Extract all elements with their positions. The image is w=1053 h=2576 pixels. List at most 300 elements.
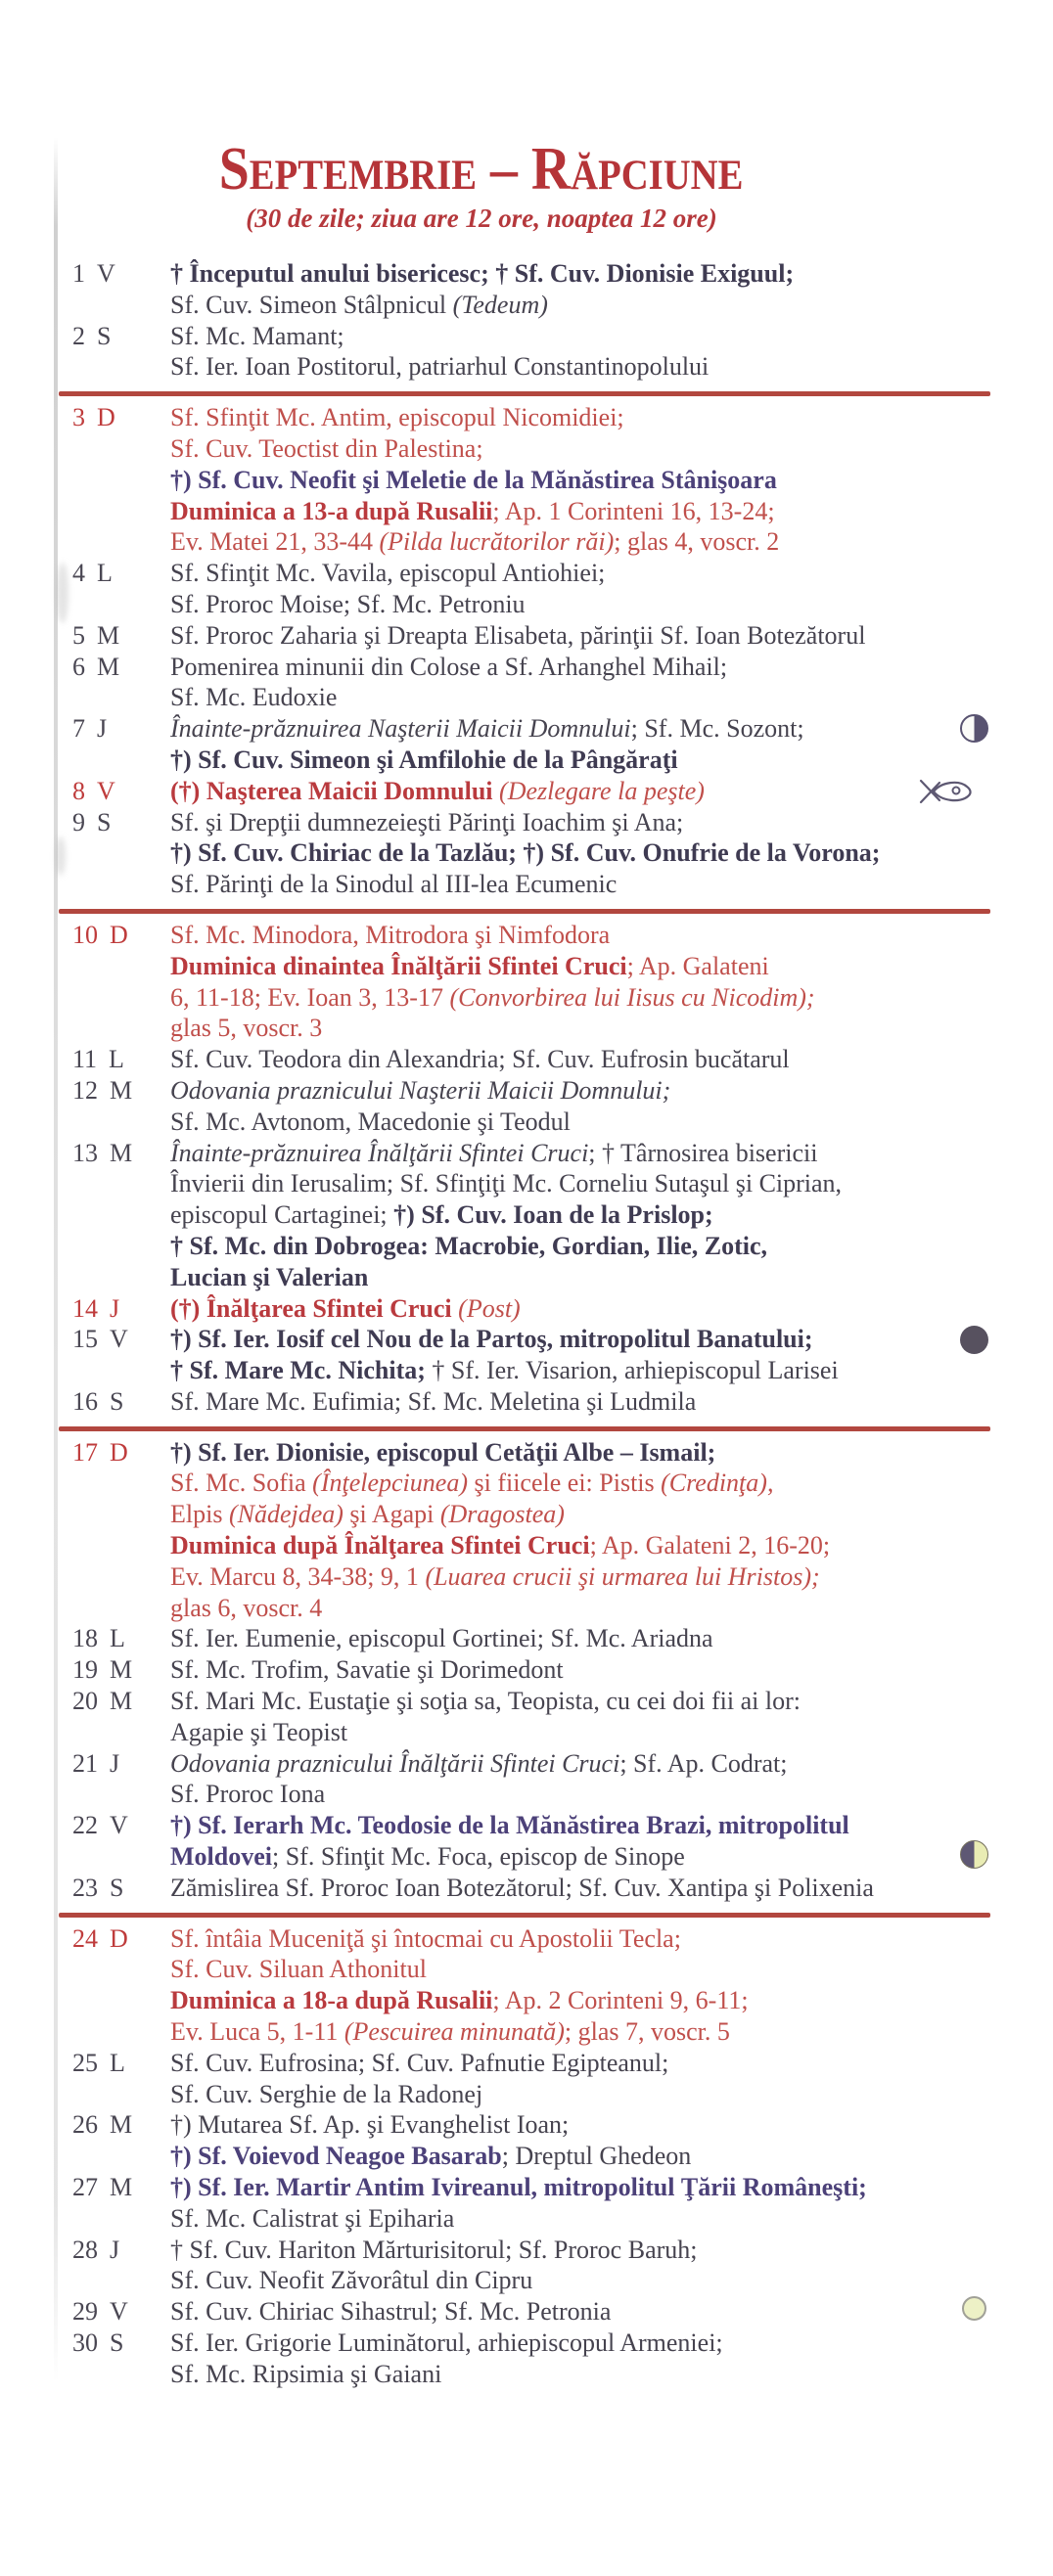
text-segment: Ev. Matei 21, 33-44 xyxy=(170,527,380,557)
day-row xyxy=(59,2172,990,2235)
day-row xyxy=(59,776,990,807)
day-label xyxy=(59,321,170,384)
day-label xyxy=(59,2296,170,2327)
text-segment: †) Sf. Cuv. Chiriac de la Tazlău; †) Sf. Cuv. Onufrie de la Vorona; xyxy=(170,838,881,868)
text-segment: Sf. Ier. Ioan Postitorul, patriarhul Constantinopolului xyxy=(170,352,710,382)
day-number: 11 xyxy=(72,1045,98,1074)
days-list xyxy=(59,258,990,2390)
text-segment: †) Sf. Cuv. Simeon şi Amfilohie de la Pângăraţi xyxy=(170,745,678,774)
day-lines xyxy=(170,1686,990,1748)
day-line xyxy=(170,1561,990,1593)
day-lines xyxy=(170,2296,990,2327)
day-line xyxy=(170,2172,990,2203)
text-segment: Ev. Marcu 8, 34-38; 9, 1 xyxy=(170,1561,426,1591)
day-of-week-letter: V xyxy=(110,2297,128,2327)
day-lines xyxy=(170,807,990,900)
day-of-week-letter: J xyxy=(110,1293,120,1323)
day-number: 23 xyxy=(72,1873,98,1902)
day-of-week-letter: J xyxy=(110,1748,120,1778)
page-header xyxy=(59,137,990,235)
day-number: 16 xyxy=(72,1386,98,1416)
day-number: 13 xyxy=(72,1138,98,1167)
day-number: 7 xyxy=(72,714,85,744)
text-segment: †) Sf. Cuv. Ioan de la Prislop; xyxy=(393,1200,713,1230)
text-segment: ; † Târnosirea bisericii xyxy=(588,1138,818,1167)
day-line xyxy=(170,951,990,982)
text-segment: (Convorbirea lui Iisus cu Nicodim); xyxy=(449,982,815,1012)
day-row xyxy=(59,1623,990,1654)
day-number: 1 xyxy=(72,259,85,288)
day-row xyxy=(59,1437,990,1624)
text-segment: şi fiicele ei: Pistis xyxy=(467,1469,662,1498)
day-line xyxy=(170,2359,990,2390)
day-lines xyxy=(170,2172,990,2235)
text-segment: † Sf. Cuv. Hariton Mărturisitorul; Sf. Proroc Baruh; xyxy=(170,2235,698,2264)
day-number: 28 xyxy=(72,2235,98,2264)
day-line xyxy=(170,1873,990,1904)
day-row xyxy=(59,1324,990,1386)
day-row xyxy=(59,2048,990,2110)
text-segment: Sf. Proroc Zaharia şi Dreapta Elisabeta, părinţii Sf. Ioan Botezătorul xyxy=(170,620,866,650)
day-label xyxy=(59,713,170,776)
text-segment: †) Sf. Ier. Martir Antim Ivireanul, mitropolitul Ţării Româneşti; xyxy=(170,2173,867,2202)
day-line xyxy=(170,713,990,745)
text-segment: Odovania praznicului Înălţării Sfintei Cruci xyxy=(170,1748,620,1778)
text-segment: şi Agapi xyxy=(343,1500,440,1529)
text-segment: (Credinţa), xyxy=(661,1469,774,1498)
day-lines xyxy=(170,776,990,807)
day-label xyxy=(59,920,170,1044)
day-number: 5 xyxy=(72,620,85,650)
day-line xyxy=(170,776,990,807)
text-segment: Sf. Cuv. Chiriac Sihastrul; Sf. Mc. Petronia xyxy=(170,2297,612,2327)
day-row xyxy=(59,258,990,321)
text-segment: (Dezlegare la peşte) xyxy=(499,776,705,805)
day-lines xyxy=(170,1324,990,1386)
day-line xyxy=(170,496,990,527)
text-segment: Sf. Cuv. Serghie de la Radonej xyxy=(170,2079,483,2108)
text-segment: (Pescuirea minunată) xyxy=(343,2017,565,2047)
day-of-week-letter: J xyxy=(97,714,108,744)
day-line xyxy=(170,1293,990,1325)
day-number: 22 xyxy=(72,1811,98,1840)
day-label xyxy=(59,1386,170,1418)
day-row xyxy=(59,1748,990,1811)
day-lines xyxy=(170,1386,990,1418)
day-line xyxy=(170,682,990,713)
day-line xyxy=(170,1437,990,1469)
text-segment: (Pilda lucrătorilor răi) xyxy=(379,527,615,557)
day-of-week-letter: M xyxy=(110,1075,133,1105)
day-lines xyxy=(170,2048,990,2110)
day-row xyxy=(59,321,990,384)
day-row xyxy=(59,402,990,558)
text-segment: Sf. Sfinţit Mc. Antim, episcopul Nicomidiei; xyxy=(170,403,624,432)
day-line xyxy=(170,1013,990,1044)
text-segment: Duminica dinaintea Înălţării Sfintei Cruci xyxy=(170,951,627,980)
day-line xyxy=(170,1262,990,1293)
text-segment: Sf. Mc. Sofia xyxy=(170,1469,313,1498)
day-of-week-letter: S xyxy=(110,1386,124,1416)
day-lines xyxy=(170,620,990,652)
day-label xyxy=(59,1873,170,1904)
day-label xyxy=(59,2109,170,2172)
text-segment: ; Ap. 2 Corinteni 9, 6-11; xyxy=(492,1986,749,2015)
text-segment: Ev. Luca 5, 1-11 xyxy=(170,2017,344,2047)
day-of-week-letter: D xyxy=(110,1923,128,1953)
text-segment: (Înţelepciunea) xyxy=(312,1469,468,1498)
week-separator-line xyxy=(59,1913,990,1918)
day-line xyxy=(170,982,990,1014)
day-lines xyxy=(170,1075,990,1138)
day-line xyxy=(170,1985,990,2016)
day-of-week-letter: M xyxy=(110,2110,133,2140)
moon-last-quarter-icon xyxy=(960,714,988,743)
day-row xyxy=(59,2327,990,2390)
day-label xyxy=(59,1075,170,1138)
day-label xyxy=(59,807,170,900)
text-segment: Sf. Mc. Avtonom, Macedonie şi Teodul xyxy=(170,1107,571,1136)
day-label xyxy=(59,402,170,558)
day-label xyxy=(59,2327,170,2390)
day-number: 24 xyxy=(72,1923,98,1953)
day-label xyxy=(59,2172,170,2235)
text-segment: Sf. Mc. Trofim, Savatie şi Dorimedont xyxy=(170,1655,564,1685)
text-segment: (†) Înălţarea Sfintei Cruci xyxy=(170,1293,459,1323)
day-line xyxy=(170,1623,990,1654)
day-of-week-letter: L xyxy=(110,2048,125,2077)
day-line xyxy=(170,2265,990,2296)
day-number: 14 xyxy=(72,1293,98,1323)
day-row xyxy=(59,1138,990,1293)
day-line xyxy=(170,1717,990,1748)
text-segment: Sf. Mc. Minodora, Mitrodora şi Nimfodora xyxy=(170,920,611,949)
day-line xyxy=(170,465,990,496)
day-number: 17 xyxy=(72,1437,98,1467)
day-row xyxy=(59,1075,990,1138)
day-number: 25 xyxy=(72,2048,98,2077)
day-of-week-letter: L xyxy=(110,1624,125,1653)
day-of-week-letter: S xyxy=(110,1873,124,1902)
day-of-week-letter: D xyxy=(110,1437,128,1467)
text-segment: † Sf. Mc. din Dobrogea: Macrobie, Gordian, Ilie, Zotic, xyxy=(170,1231,767,1260)
day-of-week-letter: S xyxy=(110,2328,124,2357)
day-row xyxy=(59,1810,990,1873)
day-of-week-letter: M xyxy=(97,652,120,681)
day-line xyxy=(170,2203,990,2235)
day-of-week-letter: V xyxy=(97,776,115,805)
day-lines xyxy=(170,1623,990,1654)
text-segment: †) Sf. Ierarh Mc. Teodosie de la Mănăstirea Brazi, mitropolitul xyxy=(170,1811,849,1840)
day-line xyxy=(170,589,990,620)
text-segment: Duminica a 18-a după Rusalii xyxy=(170,1986,493,2015)
text-segment: Sf. Mc. Mamant; xyxy=(170,321,344,350)
day-number: 12 xyxy=(72,1075,98,1105)
day-line xyxy=(170,1324,990,1355)
text-segment: Înainte-prăznuirea Naşterii Maicii Domnului xyxy=(170,714,631,744)
day-label xyxy=(59,1437,170,1624)
day-lines xyxy=(170,402,990,558)
text-segment: Sf. Cuv. Simeon Stâlpnicul xyxy=(170,290,453,319)
day-number: 27 xyxy=(72,2173,98,2202)
day-number: 9 xyxy=(72,807,85,836)
day-number: 2 xyxy=(72,321,85,350)
text-segment: ; glas 4, voscr. 2 xyxy=(614,527,780,557)
text-segment: Sf. Ier. Eumenie, episcopul Gortinei; Sf. Mc. Ariadna xyxy=(170,1624,713,1653)
day-line xyxy=(170,837,990,869)
day-label xyxy=(59,620,170,652)
text-segment: 6, 11-18; Ev. Ioan 3, 13-17 xyxy=(170,982,450,1012)
day-row xyxy=(59,652,990,714)
day-label xyxy=(59,1138,170,1293)
day-line xyxy=(170,1231,990,1262)
day-row xyxy=(59,558,990,620)
day-line xyxy=(170,1138,990,1169)
day-label xyxy=(59,776,170,807)
text-segment: Pomenirea minunii din Colose a Sf. Arhanghel Mihail; xyxy=(170,652,728,681)
day-lines xyxy=(170,2327,990,2390)
text-segment: Duminica a 13-a după Rusalii xyxy=(170,496,493,525)
day-number: 4 xyxy=(72,559,85,588)
text-segment: Agapie şi Teopist xyxy=(170,1717,348,1746)
text-segment: ; Sf. Sfinţit Mc. Foca, episcop de Sinope xyxy=(272,1842,685,1872)
day-line xyxy=(170,2235,990,2266)
day-line xyxy=(170,2048,990,2079)
day-line xyxy=(170,1468,990,1499)
day-label xyxy=(59,1324,170,1386)
text-segment: Sf. şi Drepţii dumnezeieşti Părinţi Ioachim şi Ana; xyxy=(170,807,684,836)
day-line xyxy=(170,745,990,776)
day-label xyxy=(59,652,170,714)
text-segment: Sf. Mari Mc. Eustaţie şi soţia sa, Teopista, cu cei doi fii ai lor: xyxy=(170,1687,801,1716)
day-label xyxy=(59,2048,170,2110)
page-title-text: Septembrie – Răpciune xyxy=(219,136,744,203)
day-lines xyxy=(170,1044,990,1075)
text-segment: (Tedeum) xyxy=(452,290,548,319)
day-line xyxy=(170,1075,990,1107)
text-segment: Sf. Mare Mc. Eufimia; Sf. Mc. Meletina şi Ludmila xyxy=(170,1386,697,1416)
day-lines xyxy=(170,558,990,620)
day-lines xyxy=(170,1437,990,1624)
day-of-week-letter: D xyxy=(110,920,128,949)
scan-edge-shadow xyxy=(54,137,58,2382)
fish-icon xyxy=(918,778,975,805)
day-line xyxy=(170,1686,990,1717)
day-lines xyxy=(170,1293,990,1325)
day-of-week-letter: S xyxy=(97,807,112,836)
day-lines xyxy=(170,713,990,776)
text-segment: (Nădejdea) xyxy=(228,1500,343,1529)
text-segment: (Dragostea) xyxy=(439,1500,565,1529)
moon-full-icon xyxy=(962,2296,986,2321)
day-lines xyxy=(170,1138,990,1293)
day-number: 3 xyxy=(72,403,85,432)
day-of-week-letter: M xyxy=(110,2173,133,2202)
day-line xyxy=(170,1779,990,1810)
day-line xyxy=(170,807,990,838)
day-line xyxy=(170,558,990,589)
text-segment: Înainte-prăznuirea Înălţării Sfintei Cruci xyxy=(170,1138,589,1167)
day-label xyxy=(59,1044,170,1075)
week-separator-line xyxy=(59,391,990,396)
text-segment: † Începutul anului bisericesc; † Sf. Cuv. Dionisie Exiguul; xyxy=(170,259,795,288)
day-of-week-letter: V xyxy=(110,1325,128,1354)
day-line xyxy=(170,652,990,683)
day-row xyxy=(59,1293,990,1325)
text-segment: Sf. Cuv. Neofit Zăvorâtul din Cipru xyxy=(170,2266,533,2295)
day-label xyxy=(59,1923,170,2048)
day-number: 10 xyxy=(72,920,98,949)
day-line xyxy=(170,258,990,290)
day-of-week-letter: V xyxy=(97,259,115,288)
day-line xyxy=(170,402,990,433)
day-row xyxy=(59,1686,990,1748)
day-lines xyxy=(170,920,990,1044)
text-segment: Sf. Proroc Moise; Sf. Mc. Petroniu xyxy=(170,589,526,618)
day-row xyxy=(59,1044,990,1075)
text-segment: ; Dreptul Ghedeon xyxy=(501,2142,692,2171)
text-segment: Sf. Părinţi de la Sinodul al III-lea Ecumenic xyxy=(170,870,618,899)
text-segment: Sf. Cuv. Teoctist din Palestina; xyxy=(170,433,483,463)
page-title xyxy=(59,137,904,202)
day-line xyxy=(170,1593,990,1624)
day-of-week-letter: M xyxy=(97,620,120,650)
day-row xyxy=(59,2235,990,2297)
text-segment: † Sf. Ier. Visarion, arhiepiscopul Larisei xyxy=(432,1356,839,1385)
day-number: 19 xyxy=(72,1655,98,1685)
day-number: 26 xyxy=(72,2110,98,2140)
day-lines xyxy=(170,2235,990,2297)
day-line xyxy=(170,2109,990,2141)
text-segment: Sf. Cuv. Siluan Athonitul xyxy=(170,1955,427,1984)
day-row xyxy=(59,1654,990,1686)
day-label xyxy=(59,1293,170,1325)
page-content xyxy=(59,137,990,2390)
day-line xyxy=(170,869,990,900)
day-line xyxy=(170,1355,990,1386)
text-segment: (†) Naşterea Maicii Domnului xyxy=(170,776,500,805)
text-segment: ; glas 7, voscr. 5 xyxy=(564,2017,730,2047)
day-label xyxy=(59,1654,170,1686)
day-number: 29 xyxy=(72,2297,98,2327)
text-segment: Duminica după Înălţarea Sfintei Cruci xyxy=(170,1531,590,1560)
day-line xyxy=(170,1810,990,1841)
day-of-week-letter: M xyxy=(110,1687,133,1716)
day-lines xyxy=(170,1748,990,1811)
day-line xyxy=(170,2079,990,2110)
text-segment: episcopul Cartaginei; xyxy=(170,1200,394,1230)
day-line xyxy=(170,1841,990,1873)
day-line xyxy=(170,1748,990,1780)
text-segment: †) Sf. Ier. Dionisie, episcopul Cetăţii Albe – Ismail; xyxy=(170,1437,716,1467)
text-segment: †) Sf. Cuv. Neofit şi Meletie de la Mănăstirea Stânişoara xyxy=(170,465,777,494)
day-of-week-letter: M xyxy=(110,1138,133,1167)
day-label xyxy=(59,2235,170,2297)
text-segment: ; Sf. Ap. Codrat; xyxy=(619,1748,788,1778)
day-line xyxy=(170,351,990,383)
day-lines xyxy=(170,1810,990,1873)
day-line xyxy=(170,1954,990,1985)
day-line xyxy=(170,1530,990,1561)
day-line xyxy=(170,1107,990,1138)
day-label xyxy=(59,1623,170,1654)
text-segment: Zămislirea Sf. Proroc Ioan Botezătorul; Sf. Cuv. Xantipa şi Polixenia xyxy=(170,1873,874,1902)
text-segment: Sf. Mc. Eudoxie xyxy=(170,683,338,712)
day-line xyxy=(170,620,990,652)
day-number: 21 xyxy=(72,1748,98,1778)
text-segment: Odovania praznicului Naşterii Maicii Domnului; xyxy=(170,1075,671,1105)
text-segment: †) Sf. Ier. Iosif cel Nou de la Partoş, mitropolitul Banatului; xyxy=(170,1325,813,1354)
text-segment: † Sf. Mare Mc. Nichita; xyxy=(170,1356,433,1385)
day-row xyxy=(59,1873,990,1904)
day-line xyxy=(170,1199,990,1231)
text-segment: Moldovei xyxy=(170,1842,272,1872)
day-lines xyxy=(170,1873,990,1904)
day-line xyxy=(170,526,990,558)
day-line xyxy=(170,1386,990,1418)
day-row xyxy=(59,2109,990,2172)
day-number: 6 xyxy=(72,652,85,681)
text-segment: Învierii din Ierusalim; Sf. Sfinţiţi Mc. Corneliu Sutaşul şi Ciprian, xyxy=(170,1169,843,1198)
day-row xyxy=(59,713,990,776)
day-of-week-letter: L xyxy=(97,559,113,588)
day-row xyxy=(59,1923,990,2048)
text-segment: Sf. Mc. Calistrat şi Epiharia xyxy=(170,2203,455,2233)
day-row xyxy=(59,807,990,900)
day-row xyxy=(59,1386,990,1418)
day-line xyxy=(170,2327,990,2359)
day-lines xyxy=(170,1923,990,2048)
day-number: 30 xyxy=(72,2328,98,2357)
text-segment: glas 6, voscr. 4 xyxy=(170,1593,323,1622)
day-of-week-letter: D xyxy=(97,403,115,432)
day-line xyxy=(170,1923,990,1955)
day-number: 15 xyxy=(72,1325,98,1354)
day-lines xyxy=(170,1654,990,1686)
day-line xyxy=(170,433,990,465)
text-segment: ; Sf. Mc. Sozont; xyxy=(630,714,804,744)
text-segment: ; Ap. Galateni xyxy=(626,951,769,980)
text-segment: Sf. Ier. Grigorie Luminătorul, arhiepiscopul Armeniei; xyxy=(170,2328,723,2357)
day-lines xyxy=(170,2109,990,2172)
text-segment: Sf. Mc. Ripsimia şi Gaiani xyxy=(170,2359,442,2388)
day-line xyxy=(170,290,990,321)
day-label xyxy=(59,1810,170,1873)
day-row xyxy=(59,920,990,1044)
day-label xyxy=(59,558,170,620)
day-label xyxy=(59,258,170,321)
text-segment: Sf. Cuv. Teodora din Alexandria; Sf. Cuv. Eufrosin bucătarul xyxy=(170,1045,790,1074)
day-label xyxy=(59,1686,170,1748)
day-line xyxy=(170,1168,990,1199)
text-segment: Sf. Proroc Iona xyxy=(170,1780,326,1809)
day-row xyxy=(59,620,990,652)
week-separator-line xyxy=(59,1426,990,1431)
day-row xyxy=(59,2296,990,2327)
day-label xyxy=(59,1748,170,1811)
text-segment: ; Ap. Galateni 2, 16-20; xyxy=(589,1531,831,1560)
day-line xyxy=(170,2016,990,2048)
text-segment: Lucian şi Valerian xyxy=(170,1262,369,1291)
day-line xyxy=(170,321,990,352)
week-separator-line xyxy=(59,909,990,914)
text-segment: Sf. Cuv. Eufrosina; Sf. Cuv. Pafnutie Egipteanul; xyxy=(170,2048,669,2077)
day-line xyxy=(170,1499,990,1530)
day-lines xyxy=(170,258,990,321)
day-number: 8 xyxy=(72,776,85,805)
text-segment: †) Mutarea Sf. Ap. şi Evanghelist Ioan; xyxy=(170,2110,570,2140)
day-line xyxy=(170,2296,990,2327)
